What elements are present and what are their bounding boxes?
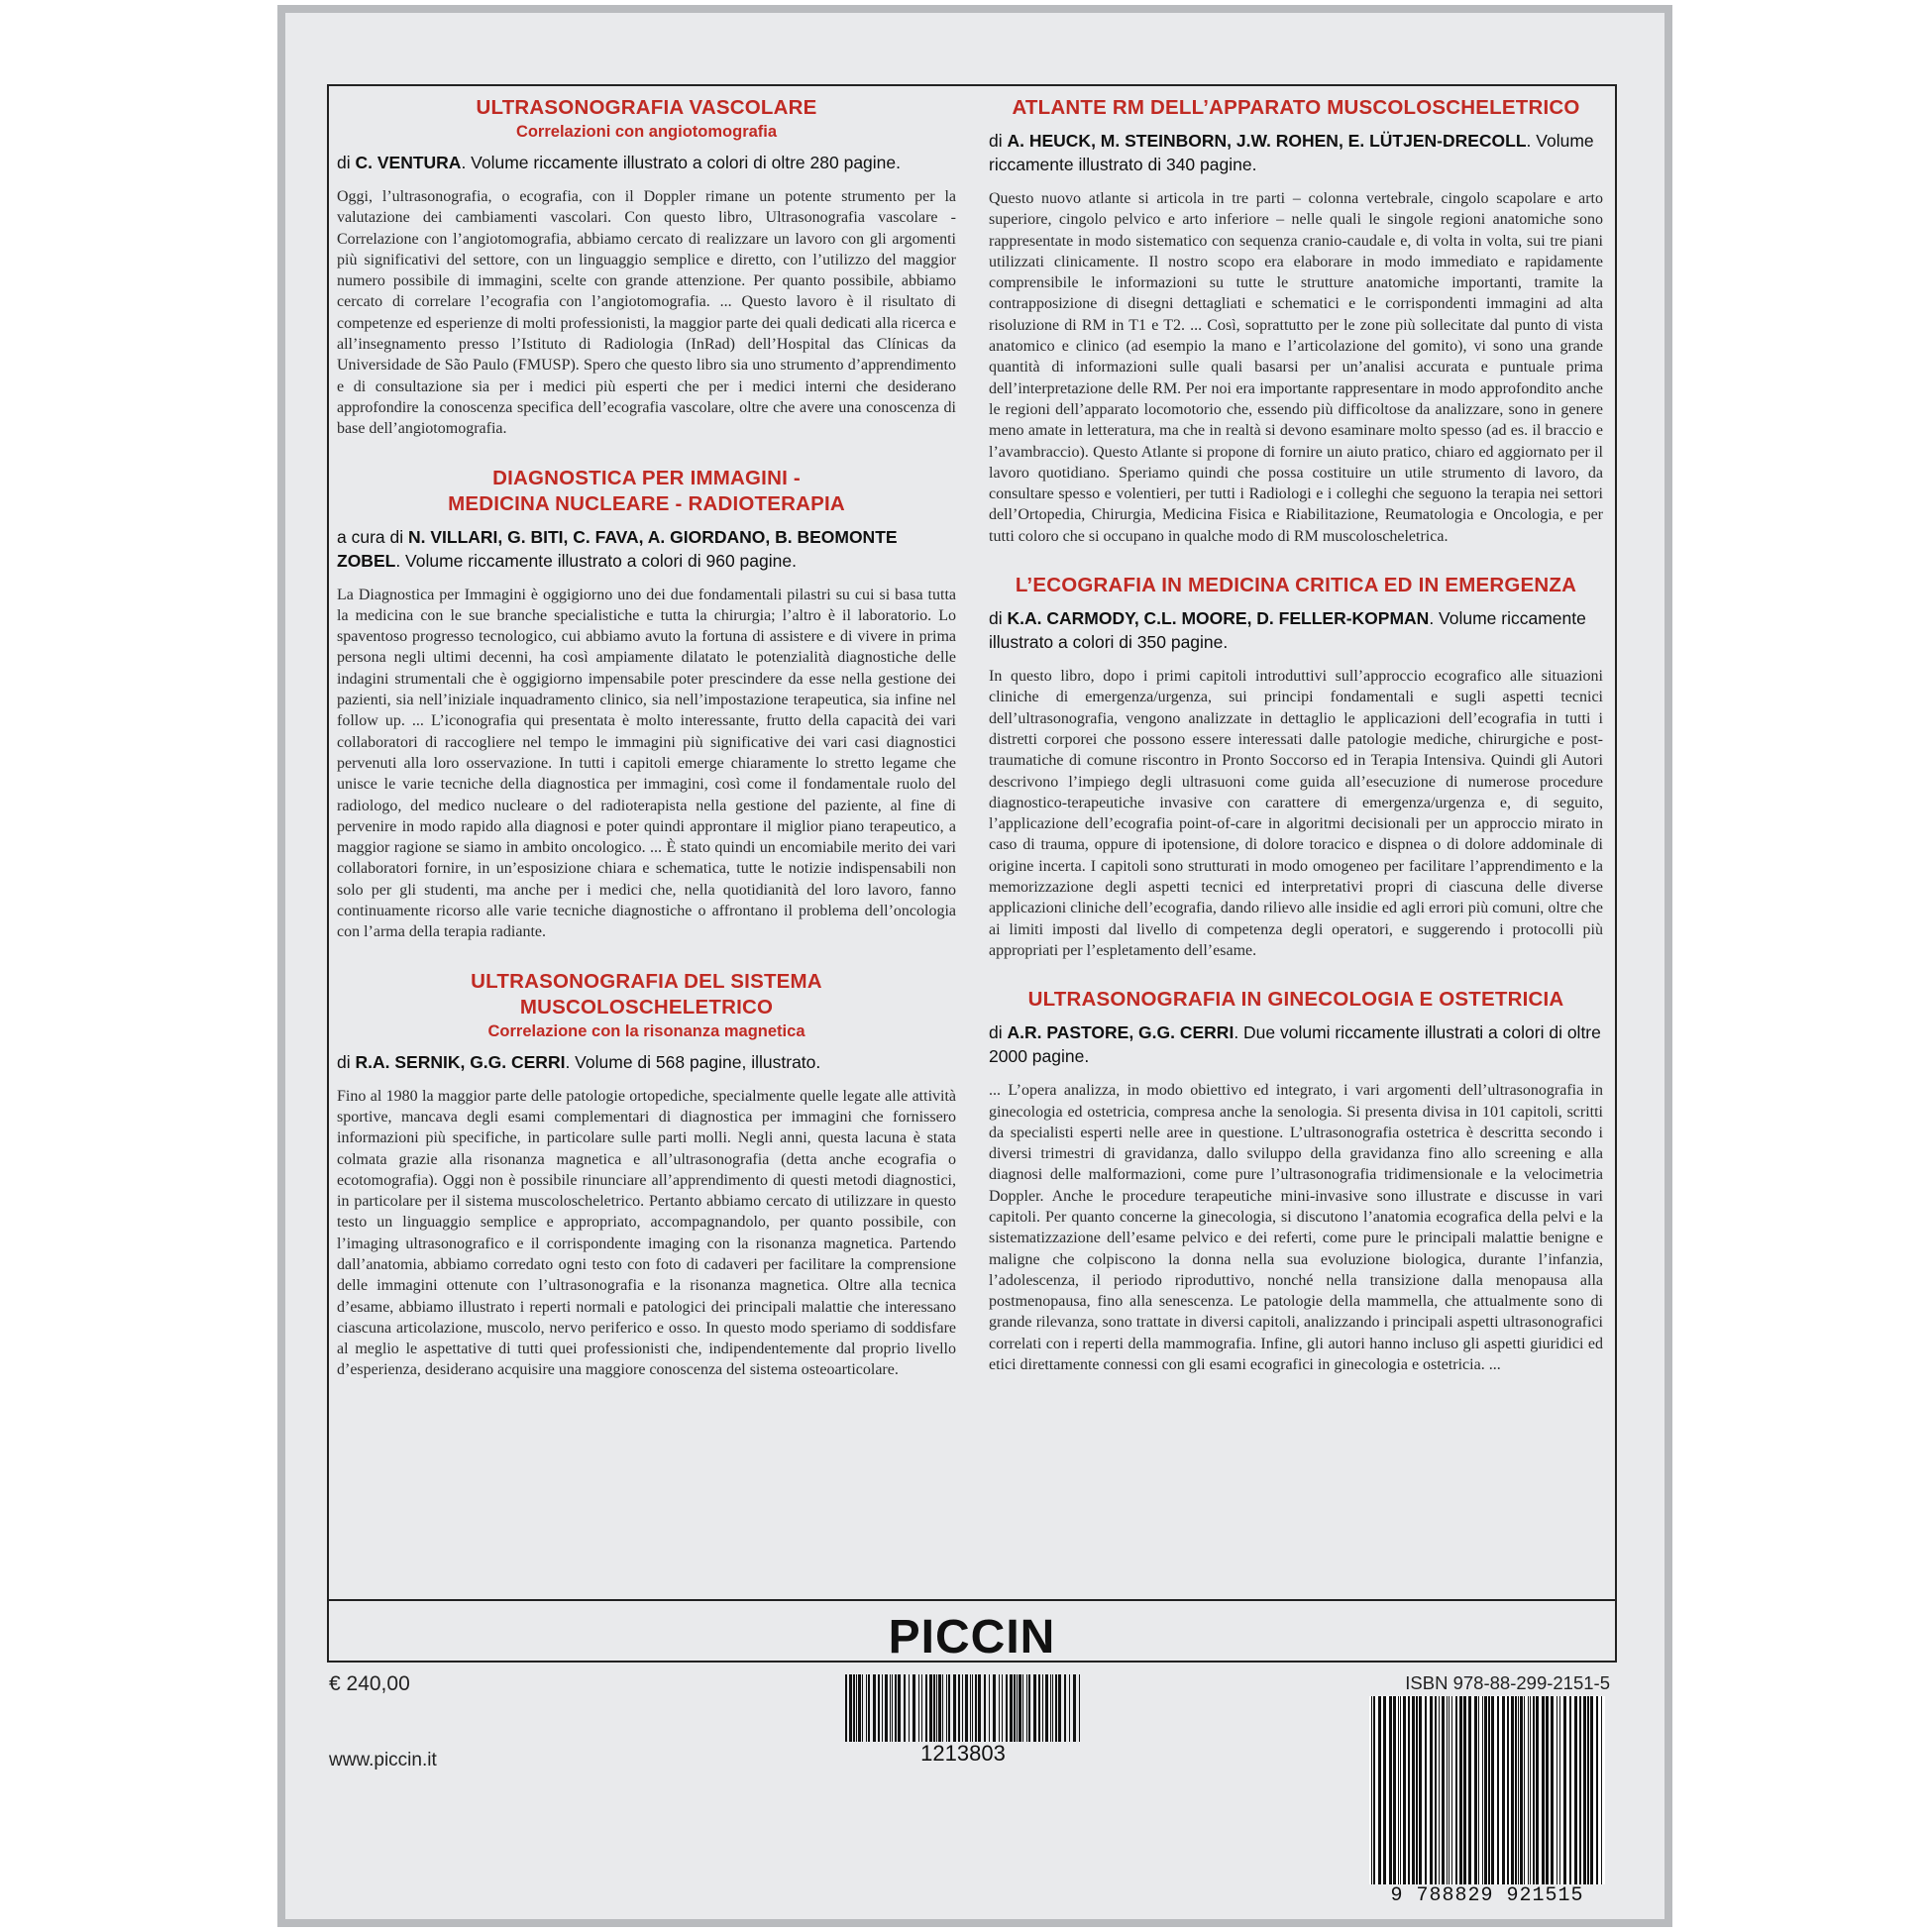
book-subtitle: Correlazioni con angiotomografia	[515, 123, 778, 141]
barcode-bar	[1058, 1674, 1061, 1742]
book-authors-line	[337, 1050, 956, 1074]
barcode-bar	[1371, 1696, 1372, 1884]
barcode-bar	[898, 1674, 901, 1742]
author-names: R.A. SERNIK, G.G. CERRI	[355, 1051, 566, 1072]
barcode-bar	[1439, 1696, 1440, 1884]
book-authors-line	[989, 129, 1603, 176]
barcode-bar	[912, 1674, 915, 1742]
author-names: A.R. PASTORE, G.G. CERRI	[1007, 1022, 1234, 1043]
barcode-bar	[1430, 1696, 1433, 1884]
barcode-bar	[1528, 1696, 1529, 1884]
barcode-bar	[1073, 1674, 1076, 1742]
barcode-bar	[1050, 1674, 1051, 1742]
barcode-bar	[1425, 1696, 1427, 1884]
barcode-bar	[1574, 1696, 1577, 1884]
barcode-bar	[1546, 1696, 1549, 1884]
barcode-bar	[904, 1674, 906, 1742]
barcode-bar	[1447, 1696, 1448, 1884]
barcode-bar	[1033, 1674, 1036, 1742]
isbn-barcode	[1369, 1696, 1605, 1884]
barcode-bar	[1511, 1696, 1514, 1884]
volume-details: . Volume riccamente illustrato a colori di 350 pagine.	[989, 608, 1586, 653]
author-prefix: di	[337, 1051, 356, 1072]
book-entry-atlante-rm	[989, 95, 1603, 547]
barcode-bar	[1403, 1696, 1406, 1884]
barcode-bar	[1064, 1674, 1066, 1742]
book-authors-line	[337, 525, 956, 573]
barcode-bar	[866, 1674, 867, 1742]
book-description: Fino al 1980 la maggior parte delle patologie ortopediche, specialmente quelle legate alle attività sportive, mancava degli esami complementari di diagnostica per immagini che fornissero informazioni più specifiche, in particolare sulle parti molli. Negli anni, questa lacuna è stata colmata grazie alla risonanza magnetica e all’ultrasonografia (detta anche ecografia o ecotomografia). Oggi non è possibile rinunciare all’apprendimento di questi metodi diagnostici, in particolare per il sistema muscoloscheletrico. Pertanto abbiamo cercato di utilizzare in questo testo un linguaggio semplice e appropriato, accompagnandolo, per quanto possibile, con l’imaging ultrasonografico e il corrispondente imaging con la risonanza magnetica. Partendo dall’anatomia, abbiamo corredato ogni testo con foto di cadaveri per facilitare la comprensione delle immagini ottenute con l’ultrasonografia e la risonanza magnetica. Oltre alla tecnica d’esame, abbiamo illustrato i reperti normali e patologici dei principali malattie che interessano ciascuna articolazione, muscolo, nervo periferico e osso. In questo modo speriamo di soddisfare al meglio le aspettative di tutti quei professionisti che, indipendentemente dal proprio livello d’esperienza, desiderano acquisire una maggiore conoscenza del sistema osteoarticolare.	[337, 1087, 956, 1379]
volume-details: . Volume riccamente illustrato a colori di oltre 280 pagine.	[461, 153, 902, 172]
footer-divider	[329, 1599, 1615, 1601]
book-entry-ginecologia	[989, 987, 1603, 1375]
barcode-bar	[1022, 1674, 1023, 1742]
barcode-bar	[1435, 1696, 1437, 1884]
author-prefix: di	[989, 131, 1008, 151]
barcode-bar	[1507, 1696, 1509, 1884]
book-title: ULTRASONOGRAFIA IN GINECOLOGIA E OSTETRICIA	[1027, 988, 1564, 1012]
barcode-bar	[1474, 1696, 1477, 1884]
barcode-bar	[989, 1674, 990, 1742]
book-subtitle: Correlazione con la risonanza magnetica	[487, 1021, 805, 1040]
barcode-bar	[1373, 1696, 1375, 1884]
barcode-bar	[1502, 1696, 1505, 1884]
barcode-bar	[862, 1674, 863, 1742]
barcode-bar	[972, 1674, 973, 1742]
barcode-bar	[1482, 1696, 1483, 1884]
barcode-bar	[858, 1674, 861, 1742]
barcode-bar	[936, 1674, 937, 1742]
author-prefix: a cura di	[337, 526, 408, 547]
barcode-bar	[849, 1674, 852, 1742]
barcode-bar	[1515, 1696, 1517, 1884]
barcode-bar	[929, 1674, 932, 1742]
barcode-bar	[965, 1674, 968, 1742]
publisher-logo: PICCIN	[888, 1611, 1056, 1664]
barcode-bar	[1590, 1696, 1593, 1884]
barcode-bar	[1019, 1674, 1021, 1742]
barcode-bar	[933, 1674, 935, 1742]
barcode-bar	[1587, 1696, 1589, 1884]
barcode-bar	[1017, 1674, 1018, 1742]
book-description: Questo nuovo atlante si articola in tre parti – colonna vertebrale, cingolo scapolare e arto superiore, cingolo pelvico e arto inferiore – nelle quali le singole regioni anatomiche sono rappresentate in modo sistematico con sequenza cranio-caudale e, di volta in volta, sui tre piani utilizzati clinicamente. Il nostro scopo era elaborare in modo immediato e rapidamente comprensibile le informazioni su tutte le strutture anatomiche importanti, tramite la contrapposizione di disegni dettagliati e schematici e le corrispondenti immagini ad alta risoluzione di RM in T1 e T2. ... Così, soprattutto per le zone più sollecitate dal punto di vista anatomico e clinico (ad esempio la mano e l’articolazione del gomito), vi sono una grande quantità di informazioni sulle quali basarsi per un’analisi accurata e puntuale prima dell’interpretazione delle RM. Per noi era importante rappresentare in modo approfondito anche le regioni dell’apparato locomotorio che, essendo più difficoltose da analizzare, sono in genere meno amate in letteratura, ma che in realtà si devono esaminare molto spesso (ad es. il braccio e l’avambraccio). Questo Atlante si propone di fornire un aiuto pratico, chiaro ed aggiornato per il lavoro quotidiano. Speriamo quindi che possa costituire un utile strumento di lavoro, da consultare spesso e volentieri, per tutti i Radiologi e i colleghi che seguono la terapia nei settori dell’Ortopedia, Chirurgia, Medicina Fisica e Riabilitazione, Reumatologia e Oncologia, e per tutti coloro che si occupano in qualche modo di RM muscoloscheletrica.	[989, 190, 1603, 545]
book-title: L’ECOGRAFIA IN MEDICINA CRITICA ED IN EMERGENZA	[1015, 574, 1577, 597]
barcode-bar	[1524, 1696, 1525, 1884]
barcode-bar	[946, 1674, 947, 1742]
book-entry-diagnostica	[337, 466, 956, 943]
right-column	[989, 95, 1603, 1401]
barcode-bar	[921, 1674, 922, 1742]
barcode-bar	[1530, 1696, 1531, 1884]
book-authors-line	[337, 151, 956, 174]
barcode-bar	[1463, 1696, 1466, 1884]
barcode-bar	[1559, 1696, 1560, 1884]
author-prefix: di	[337, 153, 356, 172]
barcode-bar	[882, 1674, 883, 1742]
barcode-bar	[942, 1674, 943, 1742]
barcode-bar	[1408, 1696, 1410, 1884]
barcode-bar	[1419, 1696, 1422, 1884]
barcode-bar	[1518, 1696, 1519, 1884]
barcode-bar	[1556, 1696, 1557, 1884]
barcode-bar	[1542, 1696, 1545, 1884]
barcode-bar	[1393, 1696, 1396, 1884]
barcode-bar	[1416, 1696, 1418, 1884]
barcode-bar	[1491, 1696, 1494, 1884]
barcode-bar	[1596, 1696, 1598, 1884]
isbn-label: ISBN 978-88-299-2151-5	[1405, 1672, 1610, 1693]
barcode-bar	[868, 1674, 870, 1742]
barcode-bar	[1038, 1674, 1040, 1742]
book-description: La Diagnostica per Immagini è oggigiorno uno dei due fondamentali pilastri su cui si basa tutta la medicina con le sue branche specialistiche e tutta la chirurgia; l’altro è il laboratorio. Lo spaventoso progresso tecnologico, cui abbiamo avuto la fortuna di assistere e di vivere in prima persona negli ultimi decenni, ha così ampiamente dilatato le potenzialità diagnostiche delle indagini strumentali che è oggigiorno impensabile poter prescindere da esse nella gestione dei pazienti, sia nell’iniziale inquadramento clinico, sia nell’impostazione terapeutica, sia infine nel follow up. ... L’iconografia qui presentata è molto interessante, frutto della capacità dei vari collaboratori di raccogliere nel tempo le immagini più significative dei vari casi diagnostici pervenuti alla loro osservazione. In tutti i capitoli emerge chiaramente lo stretto legame che unisce le varie tecniche della diagnostica per immagini, così come il fondamentale ruolo del radiologo, del medico nucleare o del radioterapista nella gestione del paziente, al fine di pervenire in modo rapido alla diagnosi e poter quindi approntare il miglior piano terapeutico, a maggior ragione se siamo in ambito oncologico. ... È stato quindi un encomiabile merito dei vari collaboratori fornire, in un’esposizione chiara e schematica, tutte le notizie indispensabili non solo per gli studenti, ma anche per i medici che, nella quotidianità del loro lavoro, fanno continuamente ricorso alle varie tecniche diagnostiche o affrontano il problema dell’oncologia con l’arma della terapia radiante.	[337, 586, 956, 941]
author-names: A. HEUCK, M. STEINBORN, J.W. ROHEN, E. LÜTJEN-DRECOLL	[1007, 131, 1527, 151]
volume-details: . Volume riccamente illustrato di 340 pagine.	[989, 131, 1594, 174]
website-label: www.piccin.it	[329, 1750, 437, 1771]
book-authors-line	[989, 1020, 1603, 1068]
barcode-bar	[1488, 1696, 1490, 1884]
barcode-bar	[1398, 1696, 1399, 1884]
book-authors-line	[989, 606, 1603, 654]
barcode-bar	[1378, 1696, 1381, 1884]
book-title: ULTRASONOGRAFIA DEL SISTEMA	[471, 969, 822, 993]
barcode-bar	[953, 1674, 956, 1742]
barcode-bar	[1520, 1696, 1523, 1884]
author-names: K.A. CARMODY, C.L. MOORE, D. FELLER-KOPMAN	[1007, 608, 1430, 629]
barcode-bar	[1484, 1696, 1487, 1884]
barcode-bar	[948, 1674, 950, 1742]
barcode-bar	[895, 1674, 897, 1742]
author-prefix: di	[989, 1022, 1008, 1043]
barcode-bar	[1069, 1674, 1070, 1742]
barcode-bar	[1400, 1696, 1401, 1884]
volume-details: . Volume di 568 pagine, illustrato.	[565, 1051, 821, 1072]
barcode-bar	[1014, 1674, 1016, 1742]
book-entry-muscoloscheletrico	[337, 969, 956, 1381]
left-column	[337, 95, 956, 1407]
barcode-bar	[1569, 1696, 1571, 1884]
barcode-bar	[993, 1674, 996, 1742]
barcode-bar	[1045, 1674, 1048, 1742]
barcode-bar	[1079, 1674, 1080, 1742]
barcode-bar	[845, 1674, 847, 1742]
book-title-line-2: MEDICINA NUCLEARE - RADIOTERAPIA	[448, 491, 845, 515]
barcode-bar	[1002, 1674, 1003, 1742]
barcode-bar	[925, 1674, 927, 1742]
barcode-bar	[1583, 1696, 1586, 1884]
barcode-bar	[1455, 1696, 1457, 1884]
barcode-bar	[1563, 1696, 1566, 1884]
barcode-bar	[1383, 1696, 1386, 1884]
book-title: ULTRASONOGRAFIA VASCOLARE	[476, 96, 817, 119]
barcode-bar	[1028, 1674, 1030, 1742]
barcode-bar	[999, 1674, 1000, 1742]
book-title: ATLANTE RM DELL’APPARATO MUSCOLOSCHELETRICO	[1012, 96, 1580, 119]
barcode-bar	[1042, 1674, 1043, 1742]
volume-details: . Volume riccamente illustrato a colori di 960 pagine.	[395, 550, 797, 571]
author-names: C. VENTURA	[355, 153, 462, 172]
book-description: Oggi, l’ultrasonografia, o ecografia, con il Doppler rimane un potente strumento per la valutazione dei cambiamenti vascolari. Con questo libro, Ultrasonografia vascolare - Correlazione con l’angiotomografia, abbiamo cercato di realizzare un lavoro con gli argomenti più significativi del settore, con un linguaggio semplice e diretto, con l’utilizzo del maggior numero possibile di immagini, scelte con grande attenzione. Per quanto possibile, abbiamo cercato di correlare l’ecografia con l’angiotomografia. ... Questo lavoro è il risultato di competenze ed esperienze di molti professionisti, la maggior parte dei quali dedicati alla ricerca e all’insegnamento presso l’Istituto di Radiologia (InRad) dell’Hospital das Clínicas da Universidade de São Paulo (FMUSP). Spero che questo libro sia uno strumento d’apprendimento e di consultazione sia per i medici più esperti che per i medici interni che desiderano approfondire la conoscenza specifica dell’ecografia vascolare, oltre che avere una conoscenza di base dell’angiotomografia.	[337, 188, 956, 438]
barcode-bar	[885, 1674, 888, 1742]
barcode-bar	[1451, 1696, 1452, 1884]
barcode-bar	[1026, 1674, 1027, 1742]
book-title: DIAGNOSTICA PER IMMAGINI -	[492, 466, 801, 489]
isbn-barcode-number: 9 788829 921515	[1390, 1884, 1584, 1907]
barcode-bar	[938, 1674, 941, 1742]
barcode-bar	[1497, 1696, 1499, 1884]
barcode-bar	[1052, 1674, 1053, 1742]
barcode-bar	[909, 1674, 910, 1742]
barcode-bar	[890, 1674, 891, 1742]
author-prefix: di	[989, 608, 1008, 629]
barcode-bar	[1412, 1696, 1415, 1884]
internal-barcode	[843, 1674, 1083, 1742]
author-names: N. VILLARI, G. BITI, C. FAVA, A. GIORDANO, B. BEOMONTE ZOBEL	[337, 526, 898, 571]
book-title-line-2: MUSCOLOSCHELETRICO	[519, 995, 774, 1019]
barcode-bar	[1055, 1674, 1057, 1742]
price-label: € 240,00	[329, 1672, 410, 1695]
barcode-bar	[1459, 1696, 1462, 1884]
barcode-bar	[1389, 1696, 1392, 1884]
barcode-bar	[978, 1674, 981, 1742]
barcode-bar	[1478, 1696, 1479, 1884]
barcode-bar	[1533, 1696, 1535, 1884]
barcode-bar	[984, 1674, 986, 1742]
barcode-bar	[1468, 1696, 1471, 1884]
barcode-bar	[1442, 1696, 1445, 1884]
book-entry-ecografia-emergenza	[989, 573, 1603, 961]
barcode-bar	[873, 1674, 876, 1742]
barcode-bar	[892, 1674, 893, 1742]
barcode-bar	[970, 1674, 971, 1742]
barcode-bar	[958, 1674, 960, 1742]
barcode-bar	[853, 1674, 855, 1742]
barcode-bar	[1551, 1696, 1554, 1884]
book-description: ... L’opera analizza, in modo obiettivo ed integrato, i vari argomenti dell’ultrasonografia in ginecologia ed ostetricia, compresa anche la senologia. Si presenta divisa in 101 capitoli, scritti da specialisti esperti nelle aree in questione. L’ultrasonografia ostetrica è descritta secondo i diversi trimestri di gravidanza, dallo sviluppo della gravidanza fino allo screening e alla diagnosi delle malformazioni, come pure l’ultrasonografia tridimensionale e la velocimetria Doppler. Anche le procedure terapeutiche mini-invasive sono illustrate e discusse in vari capitoli. Per quanto concerne la ginecologia, si discutono l’anatomia ecografica della pelvi e la sistematizzazione dell’esame pelvico e dei referti, come pure le principali malattie benigne e maligne che colpiscono la donna nella sua evoluzione biologica, durante l’infanzia, l’adolescenza, il periodo riproduttivo, nonché nella transizione dalla menopausa alla postmenopausa, fino alla senescenza. Le patologie della mammella, che attualmente sono di grande rilevanza, sono trattate in diversi capitoli, analizzando i principali aspetti ultrasonografici correlati con i reperti della mammografia. Infine, gli autori hanno incluso gli aspetti giuridici ed etici direttamente connessi con gli esami ecografici in ginecologia e ostetricia. ...	[989, 1082, 1603, 1374]
barcode-bar	[878, 1674, 880, 1742]
barcode-bar	[1010, 1674, 1013, 1742]
internal-barcode-number: 1213803	[920, 1741, 1006, 1766]
book-entry-vascolare	[337, 95, 956, 440]
barcode-bar	[1579, 1696, 1581, 1884]
barcode-bar	[856, 1674, 857, 1742]
barcode-bar	[1006, 1674, 1008, 1742]
barcode-bar	[962, 1674, 963, 1742]
barcode-bar	[975, 1674, 977, 1742]
barcode-bar	[1536, 1696, 1539, 1884]
barcode-bar	[918, 1674, 919, 1742]
barcode-bar	[1601, 1696, 1602, 1884]
volume-details: . Due volumi riccamente illustrati a colori di oltre 2000 pagine.	[989, 1022, 1601, 1067]
book-description: In questo libro, dopo i primi capitoli introduttivi sull’approccio ecografico alle situazioni cliniche di emergenza/urgenza, sui principi fondamentali e sugli aspetti tecnici dell’ultrasonografia, vengono analizzate in dettaglio le applicazioni dell’ecografia in tutti i distretti corporei che possono essere interessati dalle patologie mediche, chirurgiche e post-traumatiche di comune riscontro in Pronto Soccorso ed in Terapia Intensiva. Quindi gli Autori descrivono l’impiego degli ultrasuoni come guida all’esecuzione di numerose procedure diagnostico-terapeutiche invasive con carattere di emergenza/urgenza e, di seguito, l’applicazione dell’ecografia point-of-care in algoritmi decisionali per un approccio mirato in caso di trauma, oppure di ipotensione, di dolore toracico e dispnea o di dolore addominale di origine incerta. I capitoli sono strutturati in modo omogeneo per facilitare l’apprendimento e la memorizzazione degli aspetti tecnici ed interpretativi propri di ciascuna delle diverse applicazioni cliniche dell’ecografia, dando rilievo alle insidie ed agli errori più comuni, oltre che ai limiti imposti dal livello di competenza degli operatori, e suggerendo i protocolli più appropriati per l’espletamento dell’esame.	[989, 668, 1603, 959]
